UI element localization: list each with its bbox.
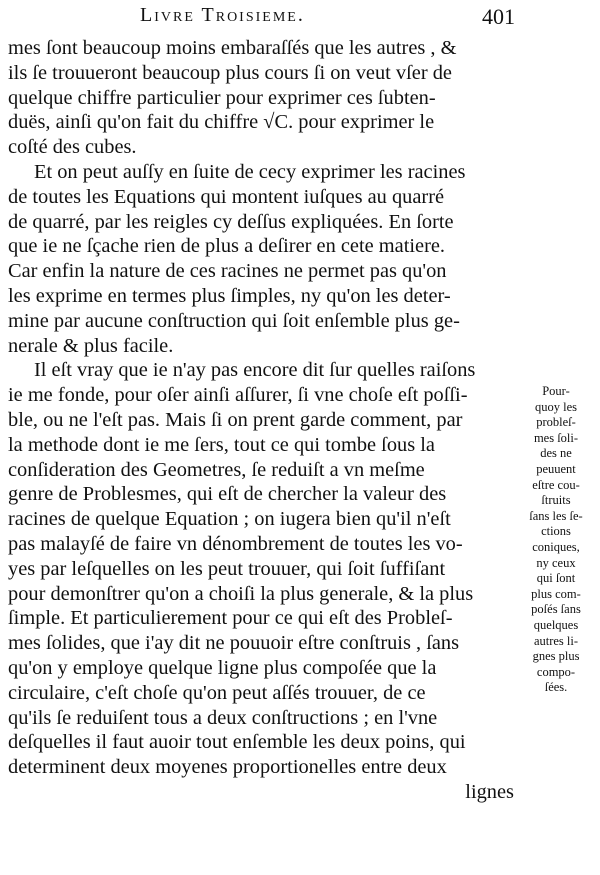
margin-note-line: ſées. [544,680,568,695]
text-line: que ie ne ſçache rien de plus a deſirer en cete matiere. [8,235,446,258]
text-line: mine par aucune conſtruction qui ſoit enſemble plus ge- [8,309,460,332]
margin-note-line: autres li- [533,633,579,648]
text-line: qu'on y employe quelque ligne plus compoſée que la [8,656,437,679]
text-line: ie me fonde, pour oſer ainſi aſſurer, ſi vne choſe eſt poſſi- [8,384,468,407]
text-line: pas malayſé de faire vn dénombrement de toutes les vo- [8,532,463,555]
text-line: duës, ainſi qu'on fait du chiffre √C. pour exprimer le [8,111,435,134]
paragraph-start-line: Et on peut auſſy en ſuite de cecy exprimer les racines [34,160,466,183]
catchword: lignes [465,780,514,803]
margin-note-line: quoy les [534,399,577,414]
margin-note-line: ny ceux [536,555,576,570]
text-line: conſideration des Geometres, ſe reduiſt a vn meſme [8,458,425,481]
margin-note-line: Pour- [542,384,570,398]
margin-note-line: poſés ſans [531,602,581,617]
margin-note-line: coniques, [532,539,580,554]
text-line: les exprime en termes plus ſimples, ny qu'on les deter- [8,284,451,307]
running-title: Livre Troisieme. [140,4,305,26]
text-line: nerale & plus facile. [8,334,174,357]
text-line: ſimple. Et particulierement pour ce qui eſt des Probleſ- [8,607,453,630]
margin-note-line: compo- [536,664,576,679]
text-line: mes ſont beaucoup moins embaraſſés que les autres , & [8,37,457,59]
text-line: racines de quelque Equation ; on iugera bien qu'il n'eſt [8,508,451,531]
text-line: pour demonſtrer qu'on a choiſi la plus generale, & la plus [8,582,474,605]
margin-note-line: peuuent [536,461,576,476]
margin-note-line: gnes plus [532,649,580,664]
text-line: de toutes les Equations qui montent iuſques au quarré [8,185,445,208]
margin-note-line: plus com- [531,586,581,601]
margin-note-line: quelques [533,617,579,632]
text-line: yes par leſquelles on les peut trouuer, qui ſoit ſuffiſant [8,557,446,580]
page-number: 401 [482,4,515,29]
margin-note-line: mes ſoli- [533,430,579,445]
margin-note-line: des ne [540,446,572,461]
text-line: coſté des cubes. [8,136,137,159]
text-line: Car enfin la nature de ces racines ne permet pas qu'on [8,260,447,283]
margin-note-line: qui ſont [536,571,576,586]
margin-note-line: ctions [541,524,571,539]
body-text [8,36,514,805]
margin-note [514,384,598,696]
margin-note-line: probleſ- [536,415,576,430]
margin-note-line: ſtruits [541,493,571,508]
text-line: genre de Problesmes, qui eſt de chercher la valeur des [8,483,447,506]
text-line: quelque chiffre particulier pour exprimer ces ſubten- [8,86,436,109]
text-line: ble, ou ne l'eſt pas. Mais ſi on prent garde comment, par [8,408,463,431]
margin-note-line: ſans les ſe- [529,508,583,523]
paragraph-start-line: Il eſt vray que ie n'ay pas encore dit ſur quelles raiſons [34,359,476,382]
text-line: deſquelles il faut auoir tout enſemble les deux poins, qui [8,731,466,754]
text-line: de quarré, par les reigles cy deſſus expliquées. En ſorte [8,210,454,233]
text-line: ils ſe trouueront beaucoup plus cours ſi on veut vſer de [8,61,452,84]
text-line: circulaire, c'eſt choſe qu'on peut aſſés trouuer, de ce [8,681,426,704]
text-line: mes ſolides, que i'ay dit ne pouuoir eſtre conſtruis , ſans [8,632,460,655]
text-line: determinent deux moyenes proportionelles entre deux [8,756,447,779]
text-line: la methode dont ie me ſers, tout ce qui tombe ſous la [8,433,435,456]
running-head [0,2,600,30]
margin-note-line: eſtre cou- [532,477,580,492]
text-line: qu'ils ſe reduiſent tous a deux conſtructions ; en l'vne [8,706,438,729]
